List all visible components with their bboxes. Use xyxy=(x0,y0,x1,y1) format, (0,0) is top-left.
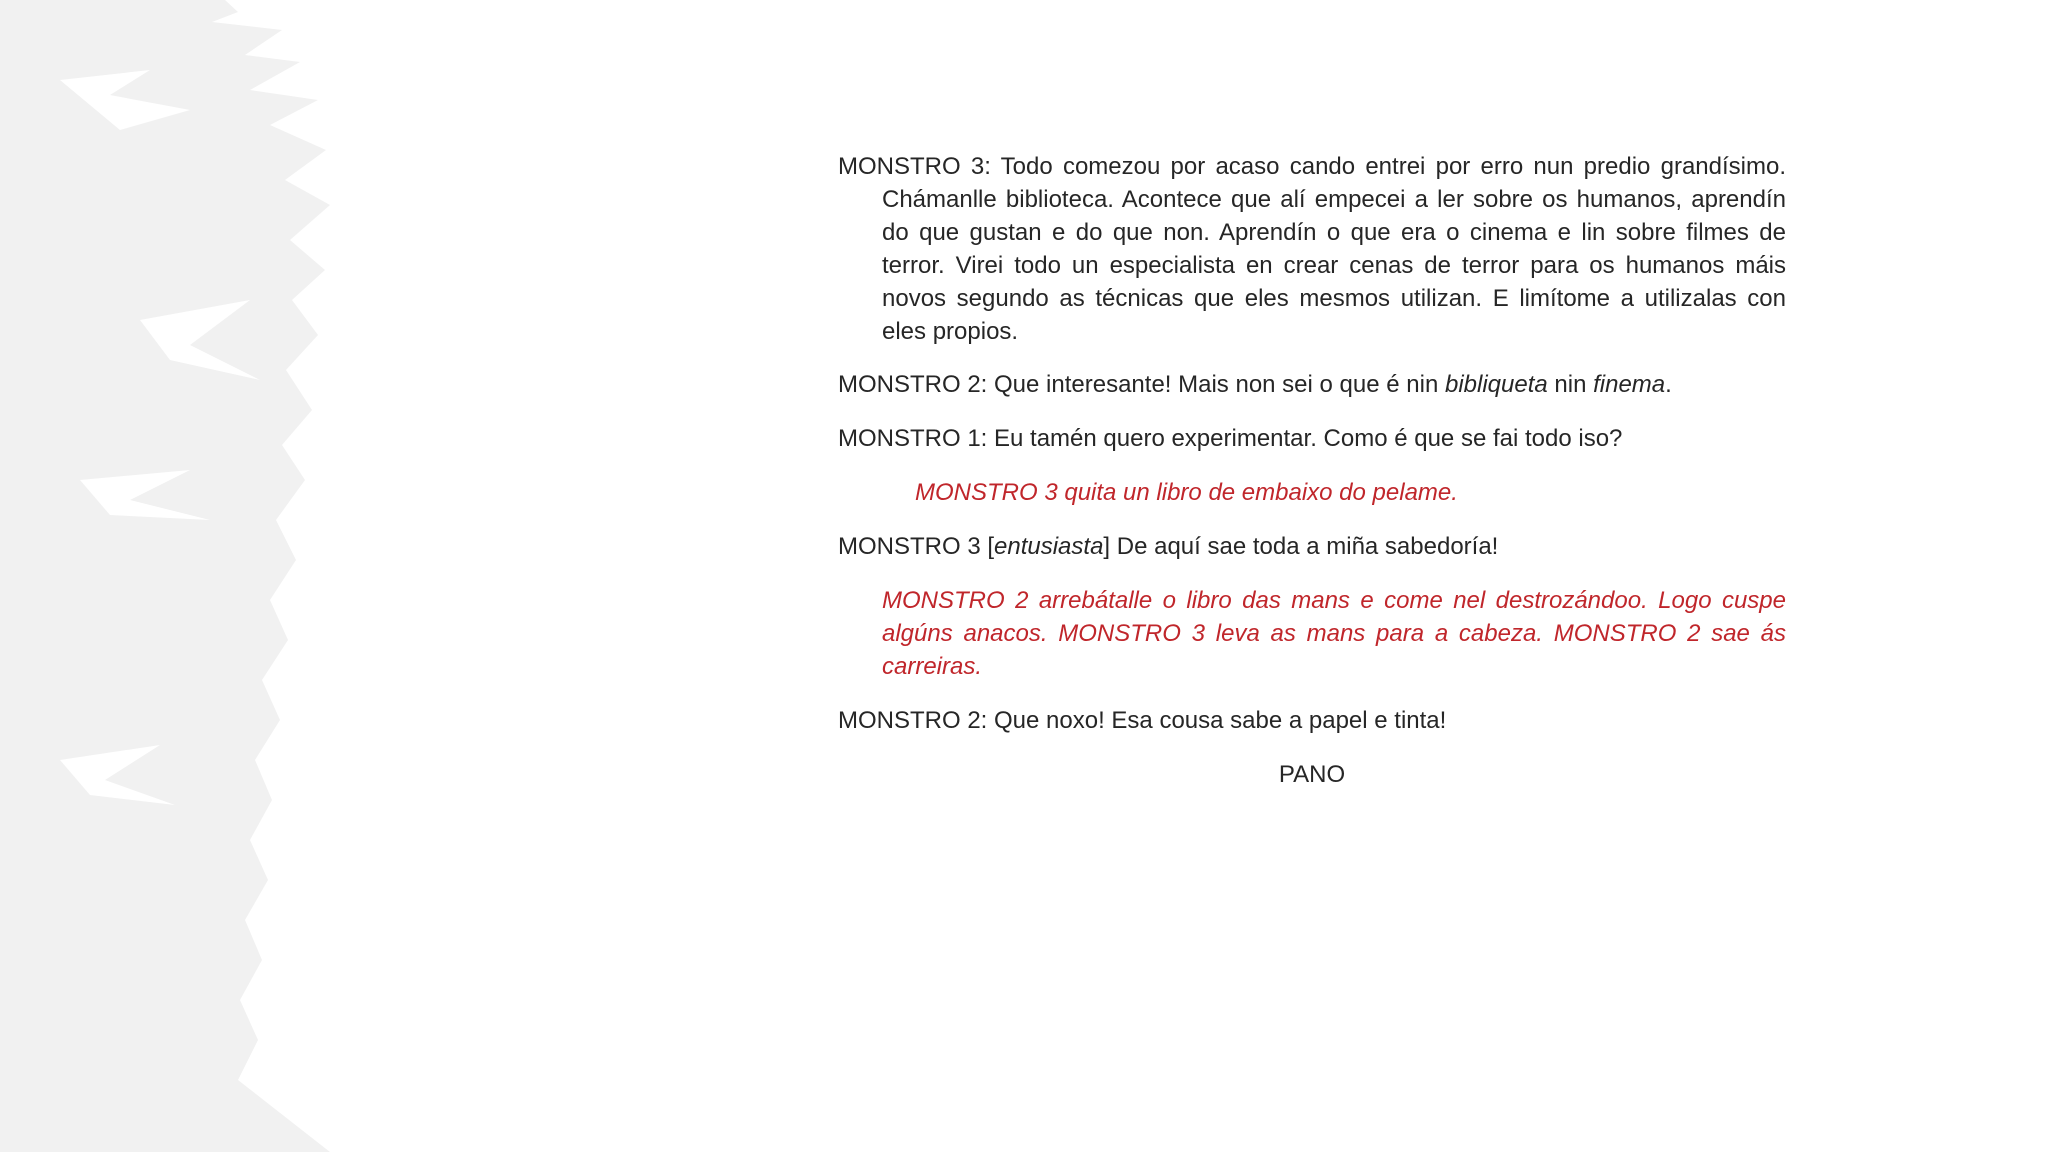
dialogue-text: MONSTRO 2: Que interesante! Mais non sei o que é nin xyxy=(838,371,1445,398)
script-page xyxy=(838,150,1786,791)
dialogue-text: . xyxy=(1665,371,1672,398)
dialogue-italic-word: finema xyxy=(1593,371,1666,398)
stage-direction: MONSTRO 3 quita un libro de embaixo do pelame. xyxy=(915,479,1458,506)
dialogue-italic-word: bibliqueta xyxy=(1444,371,1548,398)
dialogue-text: nin xyxy=(1547,371,1594,398)
dialogue-line-monstro2 xyxy=(838,368,1786,401)
dialogue-italic-word: entusiasta xyxy=(994,533,1104,560)
stage-direction-block: MONSTRO 2 arrebátalle o libro das mans e come nel destrozándoo. Logo cuspe algúns anacos. MONSTRO 3 leva as mans para a cabeza. MONSTRO 2 sae ás carreiras. xyxy=(882,587,1786,680)
dialogue-text: MONSTRO 3 [ xyxy=(838,533,995,560)
dialogue-line-monstro3-enthusiastic xyxy=(838,530,1786,563)
dialogue-line-monstro2-final: MONSTRO 2: Que noxo! Esa cousa sabe a papel e tinta! xyxy=(838,707,1447,734)
dialogue-line-monstro1: MONSTRO 1: Eu tamén quero experimentar. Como é que se fai todo iso? xyxy=(838,425,1623,452)
dialogue-line-monstro3: MONSTRO 3: Todo comezou por acaso cando entrei por erro nun predio grandísimo. Chámanlle biblioteca. Acontece que alí empecei a ler sobre os humanos, aprendín do que gustan e do que non. Aprendín o que era o cinema e lin sobre filmes de terror. Virei todo un especialista en crear cenas de terror para os humanos máis novos segundo as técnicas que eles mesmos utilizan. E limítome a utilizalas con eles propios. xyxy=(838,153,1786,345)
dialogue-text: ] De aquí sae toda a miña sabedoría! xyxy=(1103,533,1499,560)
decorative-brush-stroke xyxy=(0,0,340,1152)
curtain-end: PANO xyxy=(1278,761,1346,788)
